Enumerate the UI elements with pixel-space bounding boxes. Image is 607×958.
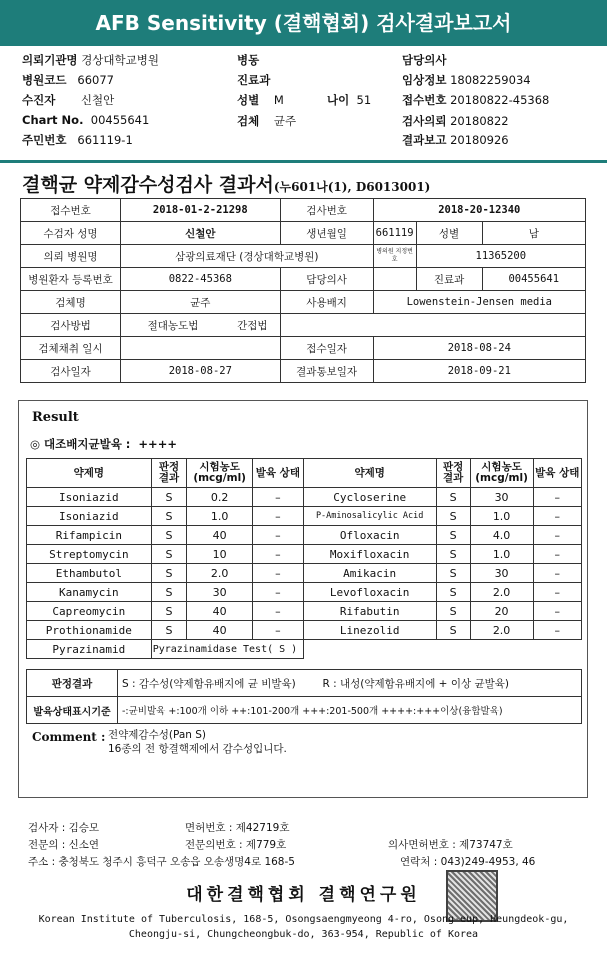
growth-cell: – <box>253 583 304 602</box>
table-row <box>27 526 582 545</box>
result-cell: S <box>436 564 470 583</box>
drug-name: Streptomycin <box>27 545 152 564</box>
growth-cell: – <box>253 621 304 640</box>
control-growth-value: ++++ <box>138 437 177 451</box>
control-growth: ◎ 대조배지균발육 : ++++ <box>30 437 177 451</box>
table-header-row <box>27 459 582 488</box>
result-cell: S <box>436 488 470 507</box>
table-cell: 결과통보일자 <box>280 360 373 383</box>
concentration-cell: 1.0 <box>187 507 253 526</box>
receiver-label: 수진자 <box>22 93 56 107</box>
table-cell: 진료과 <box>416 268 482 291</box>
table-cell: 2018-08-24 <box>373 337 585 360</box>
result-cell: S <box>436 621 470 640</box>
drug-name: P-Aminosalicylic Acid <box>303 507 436 526</box>
result-cell: S <box>151 602 187 621</box>
growth-cell: – <box>533 507 582 526</box>
result-cell: S <box>151 488 187 507</box>
table-cell: 삼광의료재단 (경상대학교병원) <box>121 245 374 268</box>
drug-name: Rifabutin <box>303 602 436 621</box>
result-cell: S <box>436 602 470 621</box>
header-cell: 약제명 <box>27 459 152 488</box>
table-cell: 0822-45368 <box>121 268 281 291</box>
concentration-cell: 2.0 <box>470 583 533 602</box>
code-label: 병원코드 <box>22 73 67 87</box>
table-row <box>21 360 586 383</box>
comment-line: 전약제감수성(Pan S) <box>108 729 207 741</box>
drug-name: Rifampicin <box>27 526 152 545</box>
concentration-cell: 2.0 <box>187 564 253 583</box>
result-cell: S <box>436 507 470 526</box>
hospital-label: 의뢰기관명 <box>22 53 78 67</box>
drug-name: Moxifloxacin <box>303 545 436 564</box>
table-cell: 병의원 지정번호 <box>373 245 416 268</box>
specialist-license: 전문의번호 : 제779호 <box>185 839 287 851</box>
drug-name: Ethambutol <box>27 564 152 583</box>
table-row <box>27 488 582 507</box>
rrn-value: 661119-1 <box>77 133 133 147</box>
judge-text: S : 감수성(약제함유배지에 균 비발육) R : 내성(약제함유배지에 + 이상 균발육) <box>118 670 582 697</box>
drug-name: Cycloserine <box>303 488 436 507</box>
sex-label: 성별 <box>237 93 260 107</box>
table-row <box>21 337 586 360</box>
table-cell: 절대농도법 <box>121 314 226 337</box>
result-cell: S <box>436 526 470 545</box>
concentration-cell: 30 <box>470 564 533 583</box>
growth-cell: – <box>253 488 304 507</box>
concentration-cell: 40 <box>187 621 253 640</box>
table-cell: 검사방법 <box>21 314 121 337</box>
chart-value: 00455641 <box>90 113 150 127</box>
table-cell: Lowenstein-Jensen media <box>373 291 585 314</box>
rrn-label: 주민번호 <box>22 133 67 147</box>
report-date-label: 결과보고 <box>402 133 447 147</box>
table-row <box>21 314 586 337</box>
concentration-cell: 30 <box>470 488 533 507</box>
header-cell: 발육 상태 <box>533 459 582 488</box>
table-row <box>27 640 582 659</box>
table-row <box>27 507 582 526</box>
judge-label: 판정결과 <box>27 670 118 697</box>
concentration-cell: 2.0 <box>470 621 533 640</box>
growth-criteria-text: -:균비발육 +:100개 이하 ++:101-200개 +++:201-500개 ++++:+++이상(융합발육) <box>118 697 582 724</box>
sex-value: M <box>273 93 284 107</box>
comment-text <box>108 728 287 756</box>
drug-name: Kanamycin <box>27 583 152 602</box>
header-cell: 시험농도 (mcg/ml) <box>187 459 253 488</box>
table-row <box>27 583 582 602</box>
title-code: (누601나(1), D6013001) <box>273 180 431 194</box>
institute-name: 대한결핵협회 결핵연구원 <box>186 885 421 905</box>
concentration-cell: 40 <box>187 602 253 621</box>
table-cell <box>373 268 416 291</box>
table-row <box>21 268 586 291</box>
document-title: 결핵균 약제감수성검사 결과서(누601나(1), D6013001) <box>22 174 431 196</box>
report-date-value: 20180926 <box>450 133 509 147</box>
result-cell: S <box>151 507 187 526</box>
table-row <box>21 222 586 245</box>
table-cell: 2018-09-21 <box>373 360 585 383</box>
specialist: 전문의 : 신소연 <box>28 839 100 851</box>
specimen-value: 균주 <box>273 114 297 128</box>
address: 주소 : 충청북도 청주시 흥덕구 오송읍 오송생명4로 168-5 <box>28 856 295 868</box>
table-cell: 검체채취 일시 <box>21 337 121 360</box>
growth-cell: – <box>533 602 582 621</box>
result-title: Result <box>32 410 79 425</box>
chart-label: Chart No. <box>22 113 84 127</box>
table-row <box>21 291 586 314</box>
table-cell: 병원환자 등록번호 <box>21 268 121 291</box>
header-cell: 판정 결과 <box>436 459 470 488</box>
drug-susceptibility-table <box>26 458 582 659</box>
table-cell: 간접법 <box>225 314 280 337</box>
concentration-cell: 10 <box>187 545 253 564</box>
table-row <box>27 697 582 724</box>
comment-label: Comment : <box>32 730 106 744</box>
table-cell: 생년월일 <box>280 222 373 245</box>
header-cell: 약제명 <box>303 459 436 488</box>
drug-name: Ofloxacin <box>303 526 436 545</box>
growth-cell: – <box>253 526 304 545</box>
growth-cell: – <box>533 526 582 545</box>
drug-name: Levofloxacin <box>303 583 436 602</box>
table-row <box>27 564 582 583</box>
clinical-value: 18082259034 <box>450 73 531 87</box>
header-cell: 판정 결과 <box>151 459 187 488</box>
table-cell: 성별 <box>416 222 482 245</box>
accession-label: 접수번호 <box>402 93 447 107</box>
institute-address <box>0 912 607 942</box>
table-row <box>21 199 586 222</box>
age-value: 51 <box>356 93 372 107</box>
legend-table <box>26 669 582 724</box>
table-row <box>27 621 582 640</box>
clinical-label: 임상정보 <box>402 73 447 87</box>
concentration-cell: 30 <box>187 583 253 602</box>
table-cell: 수검자 성명 <box>21 222 121 245</box>
table-cell <box>280 314 585 337</box>
examiner-license: 면허번호 : 제42719호 <box>185 822 290 834</box>
growth-cell: – <box>253 602 304 621</box>
growth-cell: – <box>533 583 582 602</box>
table-cell: 661119 <box>373 222 416 245</box>
growth-cell: – <box>533 621 582 640</box>
doctor-license: 의사면허번호 : 제73747호 <box>388 839 513 851</box>
growth-cell: – <box>253 545 304 564</box>
table-cell: 접수일자 <box>280 337 373 360</box>
drug-name: Isoniazid <box>27 488 152 507</box>
header-cell: 시험농도 (mcg/ml) <box>470 459 533 488</box>
request-value: 20180822 <box>450 114 509 128</box>
table-cell: 균주 <box>121 291 281 314</box>
concentration-cell: 1.0 <box>470 507 533 526</box>
drug-name: Pyrazinamid <box>27 640 152 659</box>
result-cell: S <box>151 545 187 564</box>
header-separator <box>0 160 607 163</box>
request-label: 검사의뢰 <box>402 114 447 128</box>
contact: 연락처 : 043)249-4953, 46 <box>400 856 536 868</box>
table-row <box>27 670 582 697</box>
table-cell <box>121 337 281 360</box>
table-cell: 검사번호 <box>280 199 373 222</box>
code-value: 66077 <box>77 73 114 87</box>
growth-cell: – <box>533 564 582 583</box>
patient-info-table <box>20 198 586 383</box>
address-line: Cheongju-si, Chungcheongbuk-do, 363-954, Republic of Korea <box>128 929 479 940</box>
specimen-label: 검체 <box>237 114 260 128</box>
table-cell: 신철안 <box>121 222 281 245</box>
table-cell: 검체명 <box>21 291 121 314</box>
table-cell: 2018-08-27 <box>121 360 281 383</box>
concentration-cell: 0.2 <box>187 488 253 507</box>
concentration-cell: 4.0 <box>470 526 533 545</box>
table-cell: 접수번호 <box>21 199 121 222</box>
hospital-value: 경상대학교병원 <box>81 53 159 67</box>
growth-cell: – <box>253 507 304 526</box>
result-cell: S <box>151 583 187 602</box>
growth-cell: – <box>533 545 582 564</box>
table-cell: 2018-01-2-21298 <box>121 199 281 222</box>
table-cell: 00455641 <box>482 268 585 291</box>
doctor-label: 담당의사 <box>402 53 447 67</box>
drug-name: Prothionamide <box>27 621 152 640</box>
growth-cell: – <box>533 488 582 507</box>
dept-label: 진료과 <box>237 73 271 87</box>
examiner: 검사자 : 김승모 <box>28 822 100 834</box>
table-cell: 사용배지 <box>280 291 373 314</box>
comment-line: 16종의 전 항결핵제에서 감수성입니다. <box>108 743 287 755</box>
header-cell: 발육 상태 <box>253 459 304 488</box>
drug-name: Capreomycin <box>27 602 152 621</box>
receiver-value: 신철안 <box>80 93 115 107</box>
age-label: 나이 <box>327 93 350 107</box>
result-cell: S <box>151 564 187 583</box>
table-cell: 검사일자 <box>21 360 121 383</box>
accession-value: 20180822-45368 <box>450 93 550 107</box>
result-cell: S <box>436 545 470 564</box>
concentration-cell: 40 <box>187 526 253 545</box>
table-cell: 2018-20-12340 <box>373 199 585 222</box>
pza-result: Pyrazinamidase Test( S ) <box>151 640 303 659</box>
drug-name: Isoniazid <box>27 507 152 526</box>
address-line: Korean Institute of Tuberculosis, 168-5, Osongsaengmyeong 4-ro, Osong-eup, Heungdeok-gu, <box>38 914 569 925</box>
concentration-cell: 20 <box>470 602 533 621</box>
table-cell: 의뢰 병원명 <box>21 245 121 268</box>
growth-cell: – <box>253 564 304 583</box>
ward-label: 병동 <box>237 53 260 67</box>
growth-criteria-label: 발육상태표시기준 <box>27 697 118 724</box>
drug-name: Amikacin <box>303 564 436 583</box>
table-row <box>27 545 582 564</box>
report-banner: AFB Sensitivity (결핵협회) 검사결과보고서 <box>0 0 607 46</box>
table-cell: 남 <box>482 222 585 245</box>
result-cell: S <box>436 583 470 602</box>
result-cell: S <box>151 526 187 545</box>
table-row <box>21 245 586 268</box>
table-row <box>27 602 582 621</box>
table-cell: 담당의사 <box>280 268 373 291</box>
concentration-cell: 1.0 <box>470 545 533 564</box>
table-cell: 11365200 <box>416 245 585 268</box>
drug-name: Linezolid <box>303 621 436 640</box>
result-cell: S <box>151 621 187 640</box>
